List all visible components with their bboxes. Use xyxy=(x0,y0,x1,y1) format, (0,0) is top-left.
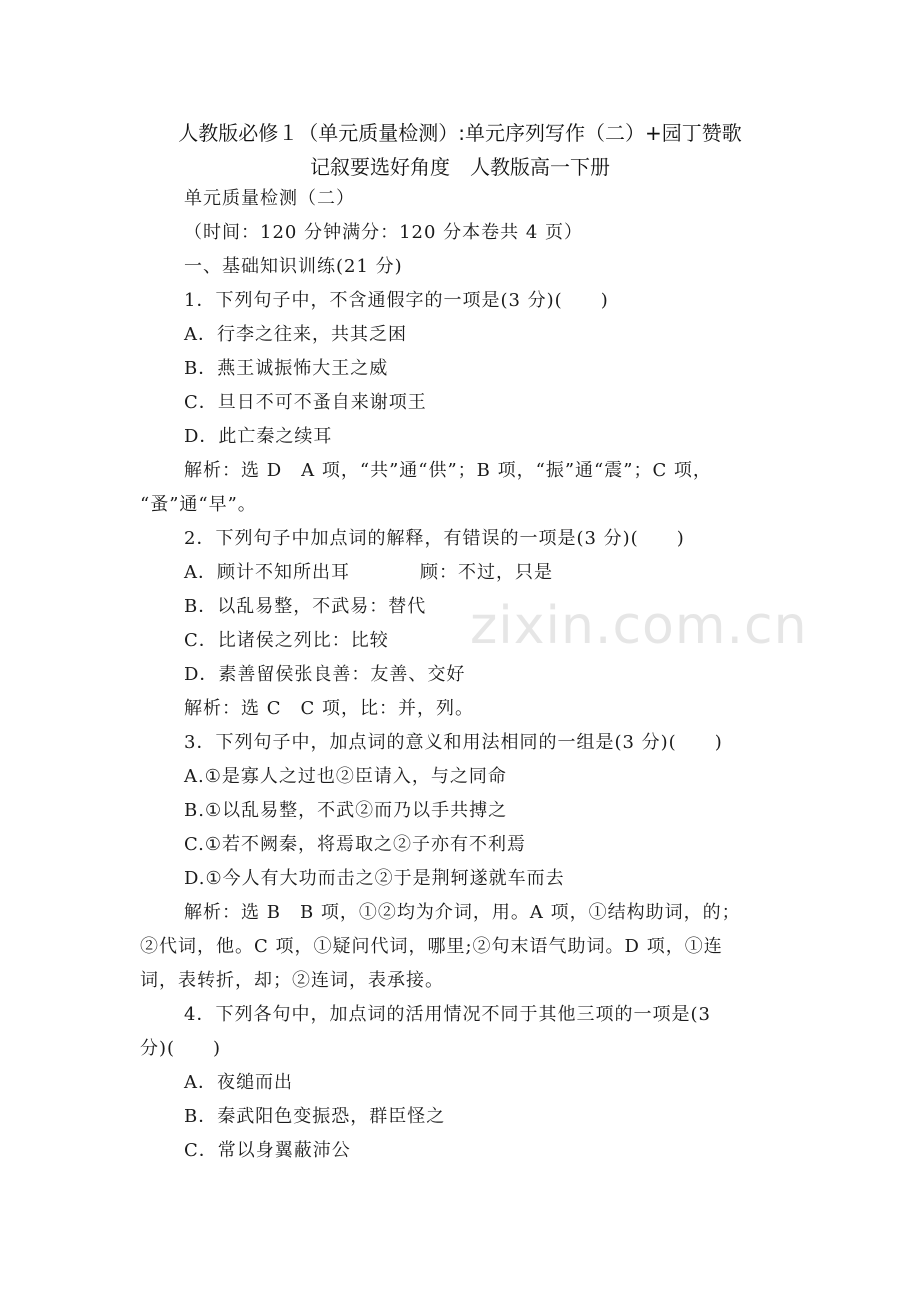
q3-option-c: C.①若不阙秦，将焉取之②子亦有不利焉 xyxy=(184,834,526,855)
q2-option-a-gloss: 顾：不过，只是 xyxy=(420,562,553,583)
unit-heading: 单元质量检测（二） xyxy=(184,188,355,209)
q3-option-a: A.①是寡人之过也②臣请入，与之同命 xyxy=(184,766,507,787)
q3-stem: 3．下列句子中，加点词的意义和用法相同的一组是(3 分)( ) xyxy=(184,732,723,753)
q4-option-c: C．常以身翼蔽沛公 xyxy=(184,1140,351,1161)
q1-stem: 1．下列句子中，不含通假字的一项是(3 分)( ) xyxy=(184,290,609,311)
exam-info: （时间：120 分钟满分：120 分本卷共 4 页） xyxy=(184,222,584,243)
q2-answer: 解析：选 C C 项，比：并，列。 xyxy=(184,698,474,719)
q3-option-d: D.①今人有大功而击之②于是荆轲遂就车而去 xyxy=(184,868,565,889)
q1-option-a: A．行李之往来，共其乏困 xyxy=(184,324,407,345)
q2-option-a-text: A．顾计不知所出耳 xyxy=(184,562,350,583)
site-watermark: zixin.com.cn xyxy=(470,596,808,656)
q4-option-b: B．秦武阳色变振恐，群臣怪之 xyxy=(184,1106,446,1127)
document-title-line-1: 人教版必修１（单元质量检测）:单元序列写作（二）+园丁赞歌 xyxy=(178,121,742,145)
q1-answer-line-2: “蚤”通“早”。 xyxy=(140,494,257,515)
q2-option-b: B．以乱易整，不武易：替代 xyxy=(184,596,427,617)
section-heading: 一、基础知识训练(21 分) xyxy=(184,256,403,277)
q3-answer-line-3: 词，表转折，却；②连词，表承接。 xyxy=(140,970,444,991)
q1-option-b: B．燕王诚振怖大王之威 xyxy=(184,358,389,379)
q2-stem: 2．下列句子中加点词的解释，有错误的一项是(3 分)( ) xyxy=(184,528,685,549)
q1-option-d: D．此亡秦之续耳 xyxy=(184,426,333,447)
q3-answer-line-1: 解析：选 B B 项，①②均为介词，用。A 项，①结构助词，的； xyxy=(184,902,741,923)
q1-option-c: C．旦日不可不蚤自来谢项王 xyxy=(184,392,427,413)
q2-option-c: C．比诸侯之列比：比较 xyxy=(184,630,389,651)
q4-stem-line-1: 4．下列各句中，加点词的活用情况不同于其他三项的一项是(3 xyxy=(184,1004,711,1025)
q3-answer-line-2: ②代词，他。C 项，①疑问代词，哪里;②句末语气助词。D 项，①连 xyxy=(140,936,723,957)
q2-option-a xyxy=(184,558,553,588)
q4-option-a: A．夜缒而出 xyxy=(184,1072,293,1093)
document-title-line-2: 记叙要选好角度 人教版高一下册 xyxy=(310,155,610,179)
q1-answer-line-1: 解析：选 D A 项，“共”通“供”；B 项，“振”通“震”；C 项， xyxy=(184,460,712,481)
q2-option-d: D．素善留侯张良善：友善、交好 xyxy=(184,664,466,685)
q3-option-b: B.①以乱易整，不武②而乃以手共搏之 xyxy=(184,800,508,821)
q4-stem-line-2: 分)( ) xyxy=(140,1038,222,1059)
